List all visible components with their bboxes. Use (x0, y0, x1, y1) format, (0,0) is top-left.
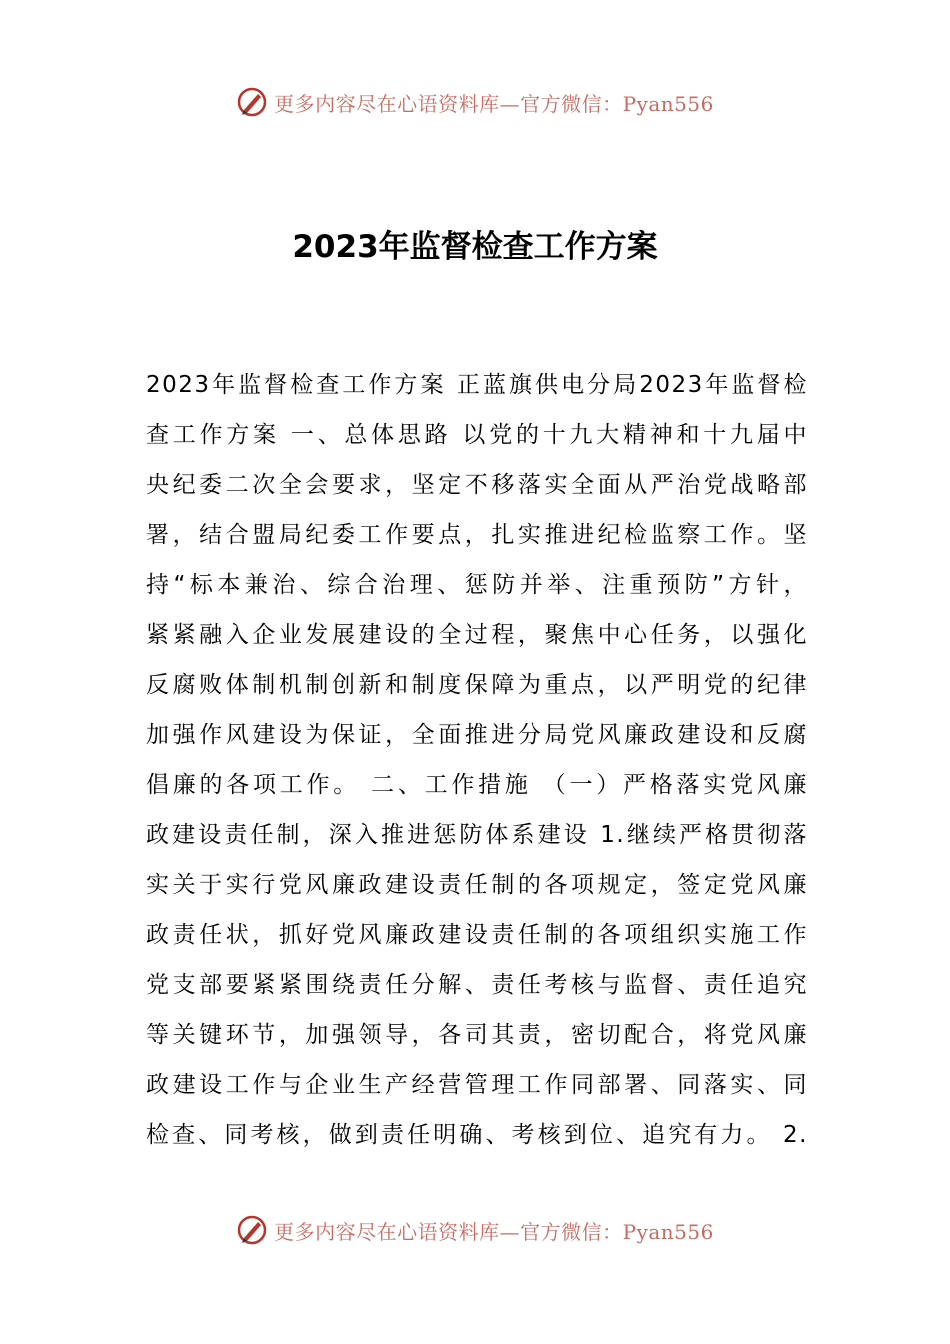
pen-logo-icon (236, 1214, 268, 1246)
body-line: 紧紧融入企业发展建设的全过程，聚焦中心任务，以强化 (146, 622, 808, 648)
body-line: 查工作方案 一、总体思路 以党的十九大精神和十九届中 (146, 422, 808, 448)
document-body (146, 360, 808, 1160)
document-title: 2023年监督检查工作方案 (292, 229, 658, 265)
body-line: 政建设责任制，深入推进惩防体系建设 1.继续严格贯彻落 (146, 822, 808, 848)
body-line: 等关键环节，加强领导，各司其责，密切配合，将党风廉 (146, 1022, 808, 1048)
body-line: 检查、同考核，做到责任明确、考核到位、追究有力。 2. (146, 1122, 808, 1148)
body-line: 持“标本兼治、综合治理、惩防并举、注重预防”方针， (146, 572, 808, 598)
watermark-text: 更多内容尽在心语资料库—官方微信：Pyan556 (274, 91, 714, 116)
body-line: 署，结合盟局纪委工作要点，扎实推进纪检监察工作。坚 (146, 522, 808, 548)
body-line: 央纪委二次全会要求，坚定不移落实全面从严治党战略部 (146, 472, 808, 498)
body-line: 实关于实行党风廉政建设责任制的各项规定，签定党风廉 (146, 872, 808, 898)
header-watermark (0, 82, 950, 122)
body-line: 反腐败体制机制创新和制度保障为重点，以严明党的纪律 (146, 672, 808, 698)
body-line: 政建设工作与企业生产经营管理工作同部署、同落实、同 (146, 1072, 808, 1098)
pen-logo-icon (236, 86, 268, 118)
body-line: 党支部要紧紧围绕责任分解、责任考核与监督、责任追究 (146, 972, 808, 998)
body-line: 加强作风建设为保证，全面推进分局党风廉政建设和反腐 (146, 722, 808, 748)
footer-watermark (0, 1210, 950, 1250)
watermark-text: 更多内容尽在心语资料库—官方微信：Pyan556 (274, 1219, 714, 1244)
body-line: 倡廉的各项工作。 二、工作措施 （一）严格落实党风廉 (146, 772, 808, 798)
body-line: 政责任状，抓好党风廉政建设责任制的各项组织实施工作 (146, 922, 808, 948)
body-line: 2023年监督检查工作方案 正蓝旗供电分局2023年监督检 (146, 372, 808, 398)
